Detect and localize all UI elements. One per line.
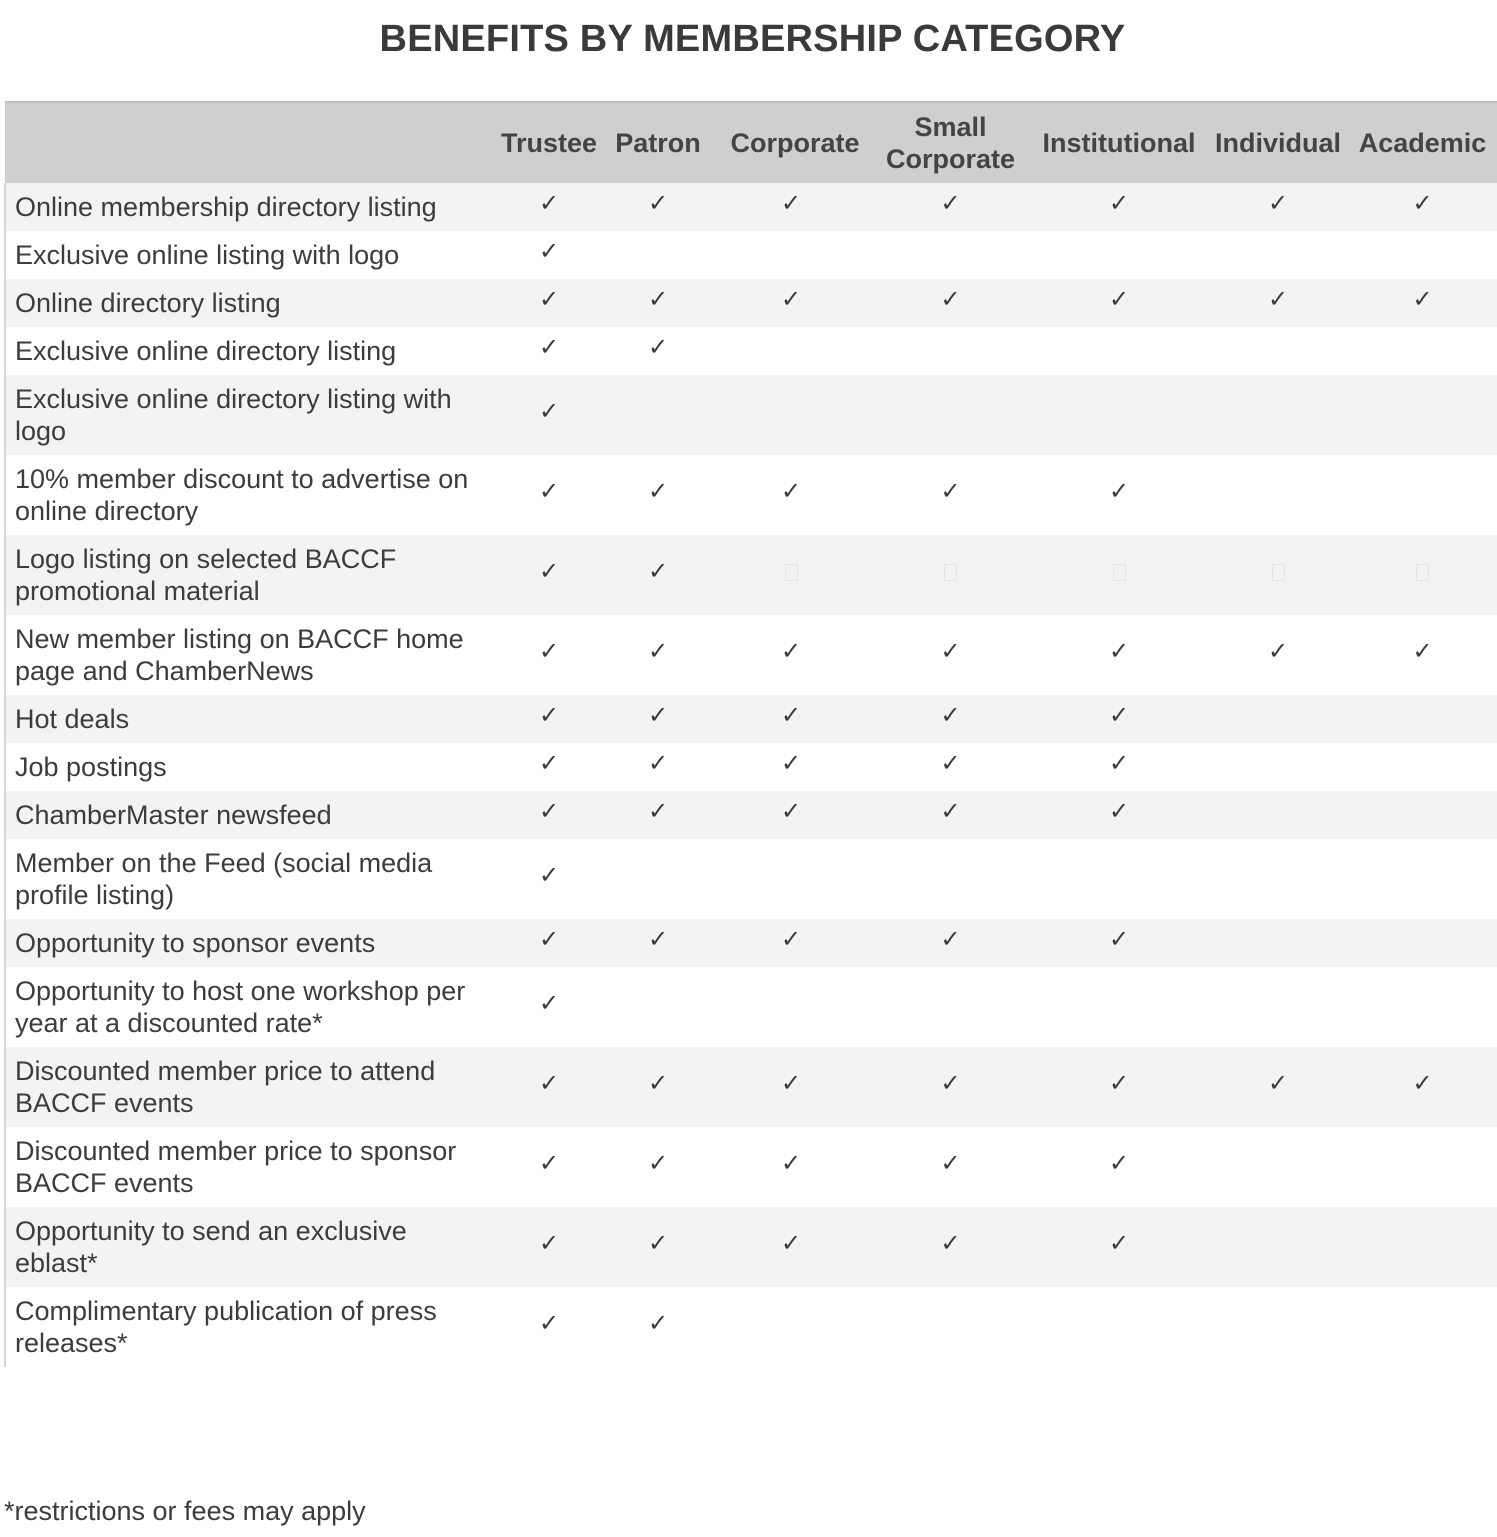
benefit-cell xyxy=(606,455,710,535)
benefit-cell xyxy=(492,919,606,967)
checkmark-icon: ✓ xyxy=(538,1309,560,1337)
table-row xyxy=(5,279,1497,327)
benefit-cell xyxy=(1209,183,1347,231)
benefit-cell xyxy=(710,183,872,231)
table-row xyxy=(5,615,1497,695)
benefit-cell xyxy=(492,183,606,231)
checkmark-icon: ✓ xyxy=(538,797,560,825)
benefit-label: Online directory listing xyxy=(5,279,492,327)
benefit-cell xyxy=(710,1127,872,1207)
benefit-label: Job postings xyxy=(5,743,492,791)
column-header-small-corporate-text: Small Corporate xyxy=(885,112,1015,174)
checkmark-icon: ✓ xyxy=(940,1149,961,1177)
benefit-cell xyxy=(606,231,710,279)
benefit-cell xyxy=(492,791,606,839)
benefit-label: Complimentary publication of press releases* xyxy=(5,1287,492,1367)
benefit-cell xyxy=(606,919,710,967)
benefit-label: Opportunity to sponsor events xyxy=(5,919,492,967)
benefit-cell xyxy=(1347,1047,1497,1127)
benefit-cell xyxy=(1209,455,1347,535)
benefit-cell xyxy=(1347,1207,1497,1287)
benefit-cell xyxy=(1029,1047,1209,1127)
benefit-cell xyxy=(606,743,710,791)
benefit-cell xyxy=(710,1207,872,1287)
table-row xyxy=(5,1287,1497,1367)
checkmark-icon: ✓ xyxy=(1108,189,1130,217)
benefit-cell xyxy=(606,839,710,919)
benefit-cell xyxy=(492,279,606,327)
benefit-cell xyxy=(606,1287,710,1367)
checkmark-icon: ✓ xyxy=(940,1229,961,1257)
table-row xyxy=(5,1047,1497,1127)
benefit-cell xyxy=(872,535,1029,615)
checkmark-icon: ✓ xyxy=(1108,749,1130,777)
checkmark-icon: ✓ xyxy=(1108,925,1130,953)
checkmark-icon: ✓ xyxy=(940,285,961,313)
checkmark-icon: ✓ xyxy=(538,861,560,889)
table-header-row xyxy=(5,102,1497,183)
benefit-cell xyxy=(710,919,872,967)
benefit-cell xyxy=(872,839,1029,919)
benefit-cell xyxy=(1347,1127,1497,1207)
checkmark-icon: ✓ xyxy=(647,1069,669,1097)
benefit-cell xyxy=(1347,231,1497,279)
benefit-cell xyxy=(492,615,606,695)
benefit-cell xyxy=(606,791,710,839)
benefit-cell xyxy=(1029,791,1209,839)
benefit-cell xyxy=(1029,231,1209,279)
benefit-cell xyxy=(606,1207,710,1287)
benefit-label: Member on the Feed (social media profile listing) xyxy=(5,839,492,919)
table-row xyxy=(5,1207,1497,1287)
benefit-cell xyxy=(872,327,1029,375)
checkmark-icon: ✓ xyxy=(647,637,669,665)
benefit-cell xyxy=(1029,535,1209,615)
checkmark-icon: ✓ xyxy=(780,749,802,777)
benefit-cell xyxy=(1209,231,1347,279)
benefit-cell xyxy=(606,615,710,695)
benefit-cell xyxy=(1029,615,1209,695)
benefit-label: Exclusive online listing with logo xyxy=(5,231,492,279)
checkmark-icon: ✓ xyxy=(1108,637,1130,665)
missing-glyph-icon xyxy=(944,564,957,581)
checkmark-icon: ✓ xyxy=(647,1309,669,1337)
benefit-cell xyxy=(1209,967,1347,1047)
table-row xyxy=(5,375,1497,455)
benefit-cell xyxy=(872,1047,1029,1127)
checkmark-icon: ✓ xyxy=(1108,797,1130,825)
checkmark-icon: ✓ xyxy=(940,477,961,505)
benefit-label: Online membership directory listing xyxy=(5,183,492,231)
missing-glyph-icon xyxy=(1113,564,1126,581)
benefit-cell xyxy=(1209,375,1347,455)
benefit-cell xyxy=(1347,791,1497,839)
checkmark-icon: ✓ xyxy=(780,1149,802,1177)
checkmark-icon: ✓ xyxy=(538,701,560,729)
benefit-cell xyxy=(492,535,606,615)
benefit-cell xyxy=(1209,327,1347,375)
benefit-cell xyxy=(606,375,710,455)
checkmark-icon: ✓ xyxy=(1108,701,1130,729)
benefit-cell xyxy=(1209,1047,1347,1127)
benefit-cell xyxy=(492,375,606,455)
checkmark-icon: ✓ xyxy=(538,749,560,777)
checkmark-icon: ✓ xyxy=(780,285,802,313)
benefit-cell xyxy=(1347,967,1497,1047)
benefit-cell xyxy=(710,743,872,791)
page-title: BENEFITS BY MEMBERSHIP CATEGORY xyxy=(379,18,1126,60)
benefit-label: Exclusive online directory listing xyxy=(5,327,492,375)
checkmark-icon: ✓ xyxy=(647,285,669,313)
benefit-cell xyxy=(872,1207,1029,1287)
table-row xyxy=(5,743,1497,791)
benefit-label: Logo listing on selected BACCF promotional material xyxy=(5,535,492,615)
benefit-label: New member listing on BACCF home page and ChamberNews xyxy=(5,615,492,695)
checkmark-icon: ✓ xyxy=(940,637,961,665)
benefit-cell xyxy=(606,535,710,615)
benefit-cell xyxy=(492,1127,606,1207)
benefit-cell xyxy=(1029,839,1209,919)
table-row xyxy=(5,1127,1497,1207)
benefit-cell xyxy=(872,743,1029,791)
benefit-cell xyxy=(1209,615,1347,695)
benefit-cell xyxy=(492,455,606,535)
benefit-column-header xyxy=(5,102,492,183)
benefit-cell xyxy=(872,375,1029,455)
benefit-cell xyxy=(492,695,606,743)
benefit-cell xyxy=(1029,455,1209,535)
checkmark-icon: ✓ xyxy=(538,237,560,265)
benefit-cell xyxy=(872,695,1029,743)
checkmark-icon: ✓ xyxy=(647,557,669,585)
benefit-label: ChamberMaster newsfeed xyxy=(5,791,492,839)
table-row xyxy=(5,183,1497,231)
benefit-cell xyxy=(710,535,872,615)
benefit-cell xyxy=(710,375,872,455)
benefit-cell xyxy=(492,1207,606,1287)
missing-glyph-icon xyxy=(1272,564,1285,581)
checkmark-icon: ✓ xyxy=(538,477,560,505)
missing-glyph-icon xyxy=(1416,564,1429,581)
checkmark-icon: ✓ xyxy=(647,1149,669,1177)
checkmark-icon: ✓ xyxy=(940,749,961,777)
column-header-small-corporate xyxy=(872,102,1029,183)
benefit-cell xyxy=(710,615,872,695)
benefit-cell xyxy=(710,327,872,375)
checkmark-icon: ✓ xyxy=(780,477,802,505)
column-header-institutional: Institutional xyxy=(1042,128,1196,158)
footnote: *restrictions or fees may apply xyxy=(4,1496,366,1526)
benefit-cell xyxy=(1347,743,1497,791)
checkmark-icon: ✓ xyxy=(1412,285,1433,313)
column-header-trustee: Trustee xyxy=(500,128,598,158)
checkmark-icon: ✓ xyxy=(538,1069,560,1097)
checkmark-icon: ✓ xyxy=(1108,1149,1130,1177)
checkmark-icon: ✓ xyxy=(1412,189,1433,217)
column-header-academic: Academic xyxy=(1358,128,1487,158)
checkmark-icon: ✓ xyxy=(647,797,669,825)
table-row xyxy=(5,791,1497,839)
benefit-cell xyxy=(1029,967,1209,1047)
checkmark-icon: ✓ xyxy=(538,637,560,665)
benefit-label: Discounted member price to sponsor BACCF events xyxy=(5,1127,492,1207)
table-body xyxy=(5,183,1497,1367)
benefit-cell xyxy=(1209,279,1347,327)
benefit-cell xyxy=(1209,743,1347,791)
checkmark-icon: ✓ xyxy=(940,797,961,825)
checkmark-icon: ✓ xyxy=(538,1229,560,1257)
checkmark-icon: ✓ xyxy=(780,189,802,217)
checkmark-icon: ✓ xyxy=(1267,189,1289,217)
checkmark-icon: ✓ xyxy=(1108,1229,1130,1257)
checkmark-icon: ✓ xyxy=(647,477,669,505)
benefit-cell xyxy=(710,1287,872,1367)
benefit-cell xyxy=(492,1047,606,1127)
benefit-cell xyxy=(606,1047,710,1127)
benefit-label: Opportunity to send an exclusive eblast* xyxy=(5,1207,492,1287)
benefit-cell xyxy=(1347,615,1497,695)
benefit-cell xyxy=(872,455,1029,535)
checkmark-icon: ✓ xyxy=(780,1069,802,1097)
checkmark-icon: ✓ xyxy=(538,397,560,425)
benefit-cell xyxy=(1347,695,1497,743)
benefit-cell xyxy=(1029,1127,1209,1207)
benefit-cell xyxy=(606,183,710,231)
benefit-cell xyxy=(1347,279,1497,327)
benefit-cell xyxy=(710,231,872,279)
benefit-cell xyxy=(872,1127,1029,1207)
benefit-cell xyxy=(492,839,606,919)
benefit-cell xyxy=(710,791,872,839)
checkmark-icon: ✓ xyxy=(538,333,560,361)
benefit-cell xyxy=(710,695,872,743)
benefit-cell xyxy=(492,743,606,791)
checkmark-icon: ✓ xyxy=(1267,637,1289,665)
benefit-cell xyxy=(872,615,1029,695)
table-row xyxy=(5,231,1497,279)
benefit-cell xyxy=(1029,327,1209,375)
benefit-cell xyxy=(1347,375,1497,455)
checkmark-icon: ✓ xyxy=(1108,1069,1130,1097)
benefit-cell xyxy=(606,327,710,375)
checkmark-icon: ✓ xyxy=(1108,477,1130,505)
benefit-cell xyxy=(1029,375,1209,455)
benefit-cell xyxy=(1347,455,1497,535)
checkmark-icon: ✓ xyxy=(647,749,669,777)
benefit-cell xyxy=(872,183,1029,231)
benefit-cell xyxy=(1209,1207,1347,1287)
benefit-label: Hot deals xyxy=(5,695,492,743)
benefit-cell xyxy=(492,967,606,1047)
checkmark-icon: ✓ xyxy=(780,1229,802,1257)
checkmark-icon: ✓ xyxy=(647,189,669,217)
checkmark-icon: ✓ xyxy=(538,989,560,1017)
column-header-individual: Individual xyxy=(1214,128,1341,158)
benefit-cell xyxy=(710,1047,872,1127)
checkmark-icon: ✓ xyxy=(940,701,961,729)
checkmark-icon: ✓ xyxy=(1267,285,1289,313)
table-row xyxy=(5,919,1497,967)
benefit-cell xyxy=(1029,183,1209,231)
benefits-table xyxy=(4,101,1497,1367)
benefit-cell xyxy=(710,967,872,1047)
benefit-cell xyxy=(606,695,710,743)
benefit-cell xyxy=(1209,1287,1347,1367)
checkmark-icon: ✓ xyxy=(538,557,560,585)
benefit-cell xyxy=(1209,791,1347,839)
benefit-label: Exclusive online directory listing with logo xyxy=(5,375,492,455)
benefit-cell xyxy=(1209,919,1347,967)
benefit-cell xyxy=(872,791,1029,839)
benefit-cell xyxy=(872,967,1029,1047)
benefit-cell xyxy=(1029,695,1209,743)
benefit-cell xyxy=(606,967,710,1047)
checkmark-icon: ✓ xyxy=(1412,637,1433,665)
benefit-cell xyxy=(1029,919,1209,967)
checkmark-icon: ✓ xyxy=(780,797,802,825)
checkmark-icon: ✓ xyxy=(940,925,961,953)
benefit-label: Opportunity to host one workshop per year at a discounted rate* xyxy=(5,967,492,1047)
checkmark-icon: ✓ xyxy=(647,925,669,953)
benefit-cell xyxy=(1347,839,1497,919)
table-row xyxy=(5,839,1497,919)
checkmark-icon: ✓ xyxy=(1267,1069,1289,1097)
benefit-cell xyxy=(606,279,710,327)
benefit-cell xyxy=(1029,743,1209,791)
benefit-cell xyxy=(1209,695,1347,743)
checkmark-icon: ✓ xyxy=(940,1069,961,1097)
benefit-cell xyxy=(872,1287,1029,1367)
checkmark-icon: ✓ xyxy=(647,1229,669,1257)
checkmark-icon: ✓ xyxy=(538,189,560,217)
checkmark-icon: ✓ xyxy=(538,285,560,313)
benefit-cell xyxy=(1029,1207,1209,1287)
table-row xyxy=(5,967,1497,1047)
table-row xyxy=(5,455,1497,535)
benefit-cell xyxy=(1347,327,1497,375)
checkmark-icon: ✓ xyxy=(780,925,802,953)
checkmark-icon: ✓ xyxy=(780,637,802,665)
benefit-cell xyxy=(606,1127,710,1207)
benefit-cell xyxy=(492,327,606,375)
benefit-cell xyxy=(1029,279,1209,327)
benefit-cell xyxy=(1347,183,1497,231)
table-row xyxy=(5,695,1497,743)
benefit-cell xyxy=(872,231,1029,279)
benefit-cell xyxy=(1209,535,1347,615)
benefit-label: Discounted member price to attend BACCF events xyxy=(5,1047,492,1127)
benefit-cell xyxy=(710,455,872,535)
column-header-corporate: Corporate xyxy=(730,128,860,158)
benefit-cell xyxy=(710,839,872,919)
checkmark-icon: ✓ xyxy=(538,925,560,953)
benefit-cell xyxy=(710,279,872,327)
benefit-cell xyxy=(872,919,1029,967)
benefit-cell xyxy=(492,1287,606,1367)
benefit-cell xyxy=(1029,1287,1209,1367)
checkmark-icon: ✓ xyxy=(647,333,669,361)
benefit-cell xyxy=(1347,535,1497,615)
benefit-cell xyxy=(1347,919,1497,967)
benefit-cell xyxy=(1209,1127,1347,1207)
benefit-label: 10% member discount to advertise on online directory xyxy=(5,455,492,535)
benefit-cell xyxy=(492,231,606,279)
checkmark-icon: ✓ xyxy=(1108,285,1130,313)
benefit-cell xyxy=(872,279,1029,327)
table-row xyxy=(5,327,1497,375)
checkmark-icon: ✓ xyxy=(647,701,669,729)
benefit-cell xyxy=(1347,1287,1497,1367)
missing-glyph-icon xyxy=(785,564,798,581)
column-header-patron: Patron xyxy=(615,128,701,158)
checkmark-icon: ✓ xyxy=(780,701,802,729)
benefit-cell xyxy=(1209,839,1347,919)
checkmark-icon: ✓ xyxy=(538,1149,560,1177)
checkmark-icon: ✓ xyxy=(940,189,961,217)
checkmark-icon: ✓ xyxy=(1412,1069,1433,1097)
table-row xyxy=(5,535,1497,615)
